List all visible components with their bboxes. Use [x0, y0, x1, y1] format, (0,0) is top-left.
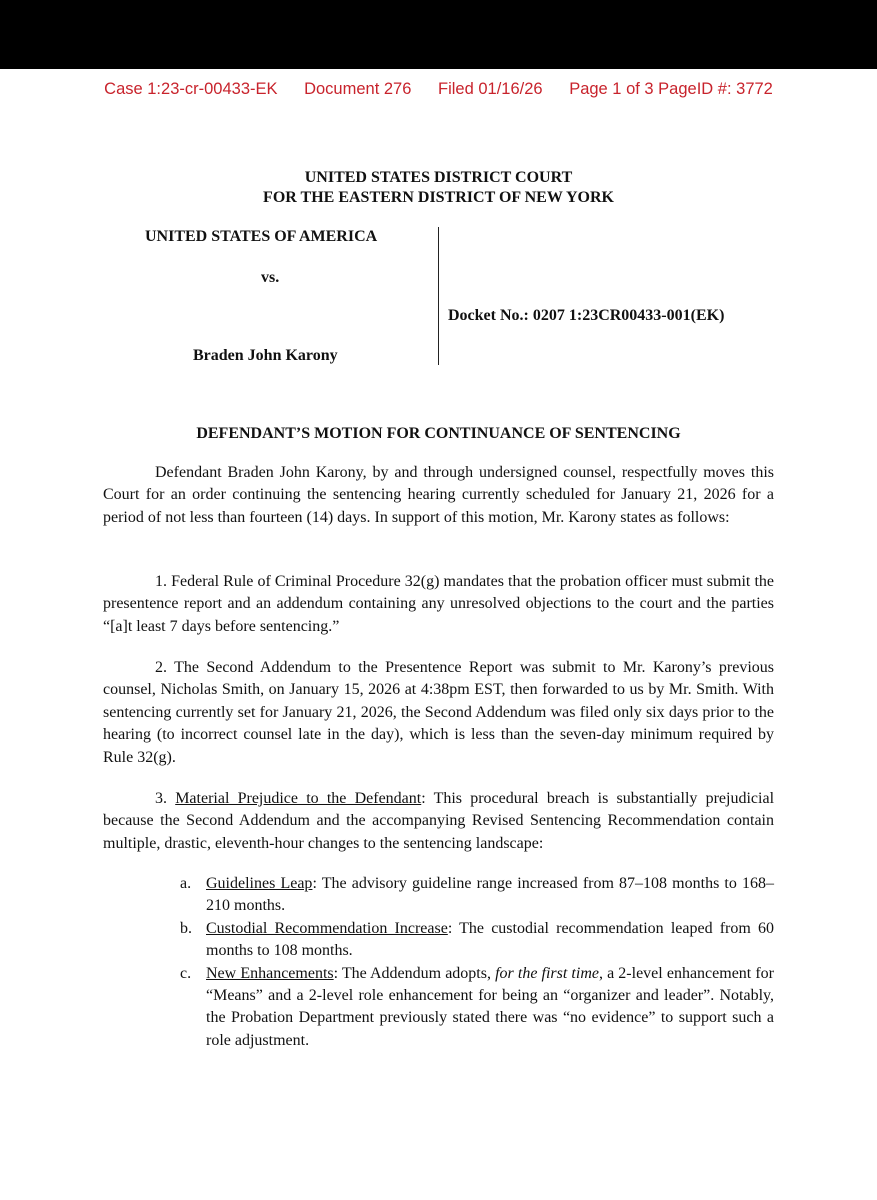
- paragraph-3: [103, 788, 774, 855]
- list-text: [206, 873, 774, 918]
- list-item: [180, 918, 774, 963]
- court-name: UNITED STATES DISTRICT COURT: [304, 169, 573, 186]
- document-number: Document 276: [304, 80, 412, 98]
- motion-title: DEFENDANT’S MOTION FOR CONTINUANCE OF SENTENCING: [196, 425, 681, 442]
- case-number: Case 1:23-cr-00433-EK: [104, 80, 278, 98]
- list-heading: Guidelines Leap: [206, 875, 313, 892]
- list-letter: b.: [180, 919, 192, 937]
- paragraph-2: 2. The Second Addendum to the Presentence Report was submit to Mr. Karony’s previous counsel, Nicholas Smith, on January 15, 2026 at 4:38pm EST, then forwarded to us by Mr. Smith. With sentencing currently set for January 21, 2026, the Second Addendum was filed only six days prior to the hearing (to incorrect counsel late in the day), which is less than the seven-day minimum required by Rule 32(g).: [103, 659, 774, 766]
- paragraph-3-number: 3.: [155, 790, 167, 807]
- list-body: : The custodial recommendation leaped from 60 months to 108 months.: [206, 919, 774, 960]
- intro-paragraph: Defendant Braden John Karony, by and through undersigned counsel, respectfully moves this Court for an order continuing the sentencing hearing currently scheduled for January 21, 2026 for a period of not less than fourteen (14) days. In support of this motion, Mr. Karony states as follows:: [103, 464, 774, 526]
- court-district: FOR THE EASTERN DISTRICT OF NEW YORK: [263, 189, 614, 206]
- plaintiff-name: UNITED STATES OF AMERICA: [145, 228, 378, 245]
- changes-list: [180, 873, 774, 1052]
- list-body: : The Addendum adopts,: [333, 964, 496, 982]
- list-body-end: , a 2-level enhancement for “Means” and a 2-level role enhancement for being an “organizer and leader”. Notably, the Probation Department previously stated there was “no evidence” to support such a role adjustment.: [206, 964, 774, 1049]
- paragraph-1: 1. Federal Rule of Criminal Procedure 32(g) mandates that the probation officer must submit the presentence report and an addendum containing any unresolved objections to the court and the parties “[a]t least 7 days before sentencing.”: [103, 573, 774, 635]
- top-black-bar: [0, 0, 877, 69]
- court-heading: [0, 168, 877, 208]
- caption-divider: [438, 227, 439, 365]
- list-text: [206, 918, 774, 963]
- page-id: Page 1 of 3 PageID #: 3772: [569, 80, 773, 98]
- paragraph-3-heading: Material Prejudice to the Defendant: [175, 790, 422, 807]
- list-item: [180, 873, 774, 918]
- filed-date: Filed 01/16/26: [438, 80, 543, 98]
- list-item: [180, 963, 774, 1053]
- defendant-name: Braden John Karony: [193, 347, 338, 364]
- list-text: [206, 963, 774, 1053]
- list-emphasis: for the first time: [495, 964, 599, 982]
- list-body: : The advisory guideline range increased from 87–108 months to 168–210 months.: [206, 875, 775, 915]
- ecf-header: [0, 80, 877, 99]
- list-heading: Custodial Recommendation Increase: [206, 919, 448, 937]
- list-heading: New Enhancements: [206, 964, 334, 982]
- versus-label: vs.: [261, 269, 280, 286]
- list-letter: c.: [180, 964, 192, 982]
- paragraph-3-text: : This procedural breach is substantially prejudicial because the Second Addendum and the accompanying Revised Sentencing Recommendation contain multiple, drastic, eleventh-hour changes to the sentencing landscape:: [103, 790, 775, 852]
- list-letter: a.: [180, 875, 192, 892]
- docket-number: Docket No.: 0207 1:23CR00433-001(EK): [448, 307, 725, 324]
